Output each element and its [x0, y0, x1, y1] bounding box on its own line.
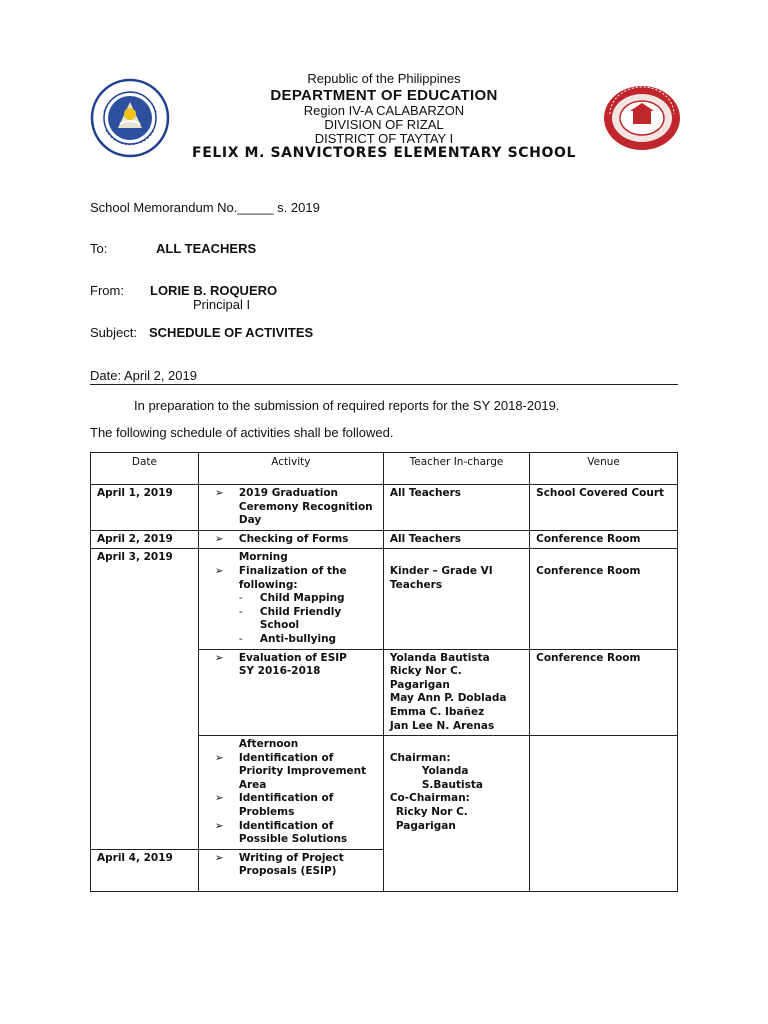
arrow-bullet-icon: ➢	[214, 651, 224, 664]
header-department: DEPARTMENT OF EDUCATION	[270, 87, 498, 104]
paragraph-2: The following schedule of activities shall be followed.	[90, 425, 394, 440]
row1-venue: School Covered Court	[530, 485, 678, 531]
row6-activity: ➢ Writing of Project Proposals (ESIP)	[198, 849, 383, 891]
table-row	[91, 549, 678, 649]
row3-venue: Conference Room	[530, 549, 678, 649]
header-district: DISTRICT OF TAYTAY I	[314, 131, 454, 146]
row2-activity: ➢ Checking of Forms	[198, 530, 383, 549]
row5-venue	[530, 736, 678, 892]
row3-date: April 3, 2019	[91, 549, 199, 849]
arrow-bullet-icon: ➢	[214, 487, 224, 499]
to-value: ALL TEACHERS	[156, 241, 257, 256]
arrow-bullet-icon: ➢	[214, 751, 224, 764]
subject-label: Subject:	[90, 325, 137, 340]
session-label: Morning	[238, 551, 288, 564]
col-header-activity: Activity	[198, 453, 383, 485]
from-title: Principal I	[193, 297, 251, 312]
row6-date: April 4, 2019	[91, 849, 199, 891]
row2-venue: Conference Room	[530, 530, 678, 549]
to-label: To:	[90, 241, 108, 256]
arrow-bullet-icon: ➢	[214, 792, 224, 805]
row5-teacher: Chairman: Yolanda S.Bautista Co-Chairman: Ricky Nor C. Pagarigan	[383, 736, 529, 892]
row2-teacher: All Teachers	[383, 530, 529, 549]
table-row	[91, 485, 678, 531]
row4-venue: Conference Room	[530, 649, 678, 736]
arrow-bullet-icon: ➢	[214, 819, 224, 832]
memo-number: School Memorandum No._____ s. 2019	[90, 200, 320, 215]
table-row	[91, 530, 678, 549]
row1-date: April 1, 2019	[91, 485, 199, 531]
table-header-row	[91, 453, 678, 485]
row4-teacher: Yolanda Bautista Ricky Nor C. Pagarigan May Ann P. Doblada Emma C. Ibañez Jan Lee N. Arenas	[383, 649, 529, 736]
col-header-date: Date	[91, 453, 199, 485]
divider-line	[90, 384, 678, 385]
subject-value: SCHEDULE OF ACTIVITES	[149, 325, 314, 340]
col-header-teacher: Teacher In-charge	[383, 453, 529, 485]
schedule-table	[90, 452, 678, 892]
header-republic: Republic of the Philippines	[307, 71, 461, 86]
arrow-bullet-icon: ➢	[214, 532, 224, 545]
row1-activity: ➢ 2019 Graduation Ceremony Recognition Day	[198, 485, 383, 531]
col-header-venue: Venue	[530, 453, 678, 485]
row2-date: April 2, 2019	[91, 530, 199, 549]
from-label: From:	[90, 283, 124, 298]
row3-teacher: Kinder – Grade VI Teachers	[383, 549, 529, 649]
row1-teacher: All Teachers	[383, 485, 529, 531]
session-label: Afternoon	[238, 738, 299, 751]
memo-date: Date: April 2, 2019	[90, 368, 197, 383]
paragraph-1: In preparation to the submission of required reports for the SY 2018-2019.	[134, 398, 560, 413]
header-region: Region IV-A CALABARZON	[303, 103, 465, 118]
row4-activity: ➢ Evaluation of ESIP SY 2016-2018	[198, 649, 383, 736]
row3-activity: Morning ➢ Finalization of the following: - Child Mapping - Child Friendly School - Anti-bullying	[198, 549, 383, 649]
arrow-bullet-icon: ➢	[214, 564, 224, 577]
header-school: FELIX M. SANVICTORES ELEMENTARY SCHOOL	[192, 145, 576, 161]
arrow-bullet-icon: ➢	[214, 851, 224, 864]
header-division: DIVISION OF RIZAL	[324, 117, 444, 132]
row5-activity: Afternoon ➢ Identification of Priority Improvement Area ➢ Identification of Problems ➢ Identification of Possible Solutions	[198, 736, 383, 850]
from-value: LORIE B. ROQUERO	[150, 283, 278, 298]
